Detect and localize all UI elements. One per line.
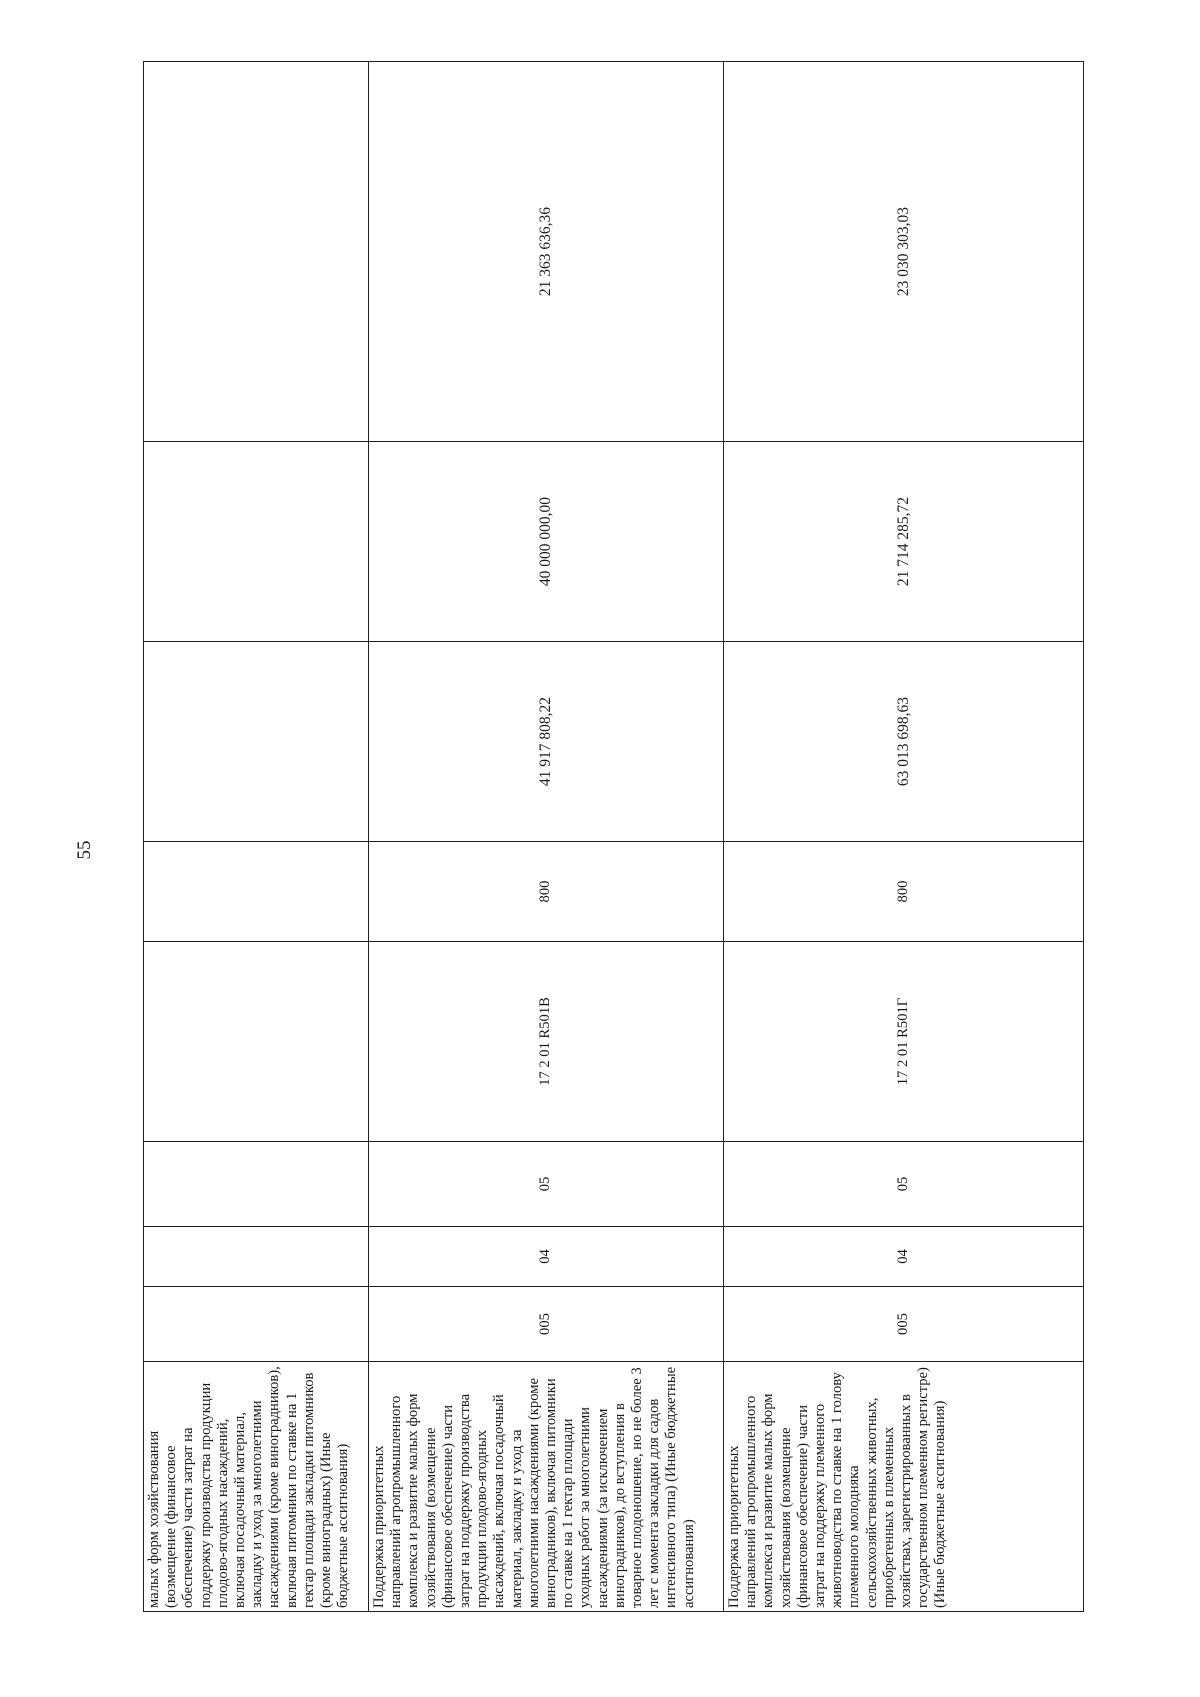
ministry-code-cell: 005 xyxy=(369,1287,724,1362)
page-number: 55 xyxy=(74,840,95,860)
table-row xyxy=(369,62,724,1612)
expense-type-cell xyxy=(144,842,369,942)
amount-1-cell: 63 013 698,63 xyxy=(724,642,1084,842)
target-article-cell xyxy=(144,942,369,1142)
row-description: Поддержка приоритетных направлений агропромышленного комплекса и развитие малых форм хозяйствования (возмещение (финансовое обеспечение) части затрат на поддержку производства продукции плодово-ягодных насаждений, включая посадочный материал, закладку и уход за многолетними насаждениями (кроме виноградников), включая питомники по ставке на 1 гектар площади уходных работ за многолетними насаждениями (за исключением виноградников), до вступления в товарное плодоношение, но не более 3 лет с момента закладки для садов интенсивного типа) (Иные бюджетные ассигнования) xyxy=(369,1362,724,1612)
ministry-code-cell xyxy=(144,1287,369,1362)
amount-3-cell: 21 363 636,36 xyxy=(369,62,724,442)
expense-type-cell: 800 xyxy=(369,842,724,942)
subsection-cell: 05 xyxy=(724,1142,1084,1227)
subsection-cell xyxy=(144,1142,369,1227)
ministry-code-cell: 005 xyxy=(724,1287,1084,1362)
table-row xyxy=(144,62,369,1612)
budget-table-container xyxy=(143,62,1083,1612)
row-description: Поддержка приоритетных направлений агропромышленного комплекса и развитие малых форм хозяйствования (возмещение (финансовое обеспечение) части затрат на поддержку племенного животноводства по ставке на 1 голову племенного молодняка сельскохозяйственных животных, приобретенных в племенных хозяйствах, зарегистрированных в государственном племенном регистре) (Иные бюджетные ассигнования) xyxy=(724,1362,1084,1612)
subsection-cell: 05 xyxy=(369,1142,724,1227)
target-article-cell: 17 2 01 R501В xyxy=(369,942,724,1142)
amount-2-cell xyxy=(144,442,369,642)
target-article-cell: 17 2 01 R501Г xyxy=(724,942,1084,1142)
table-row xyxy=(724,62,1084,1612)
budget-table xyxy=(143,61,1084,1612)
amount-1-cell: 41 917 808,22 xyxy=(369,642,724,842)
row-description: малых форм хозяйствования (возмещение (финансовое обеспечение) части затрат на поддержку производства продукции плодово-ягодных насаждений, включая посадочный материал, закладку и уход за многолетними насаждениями (кроме виноградников), включая питомники по ставке на 1 гектар площади закладки питомников (кроме виноградных) (Иные бюджетные ассигнования) xyxy=(144,1362,369,1612)
amount-2-cell: 21 714 285,72 xyxy=(724,442,1084,642)
section-cell: 04 xyxy=(724,1227,1084,1287)
amount-3-cell xyxy=(144,62,369,442)
amount-3-cell: 23 030 303,03 xyxy=(724,62,1084,442)
amount-1-cell xyxy=(144,642,369,842)
section-cell xyxy=(144,1227,369,1287)
section-cell: 04 xyxy=(369,1227,724,1287)
expense-type-cell: 800 xyxy=(724,842,1084,942)
amount-2-cell: 40 000 000,00 xyxy=(369,442,724,642)
